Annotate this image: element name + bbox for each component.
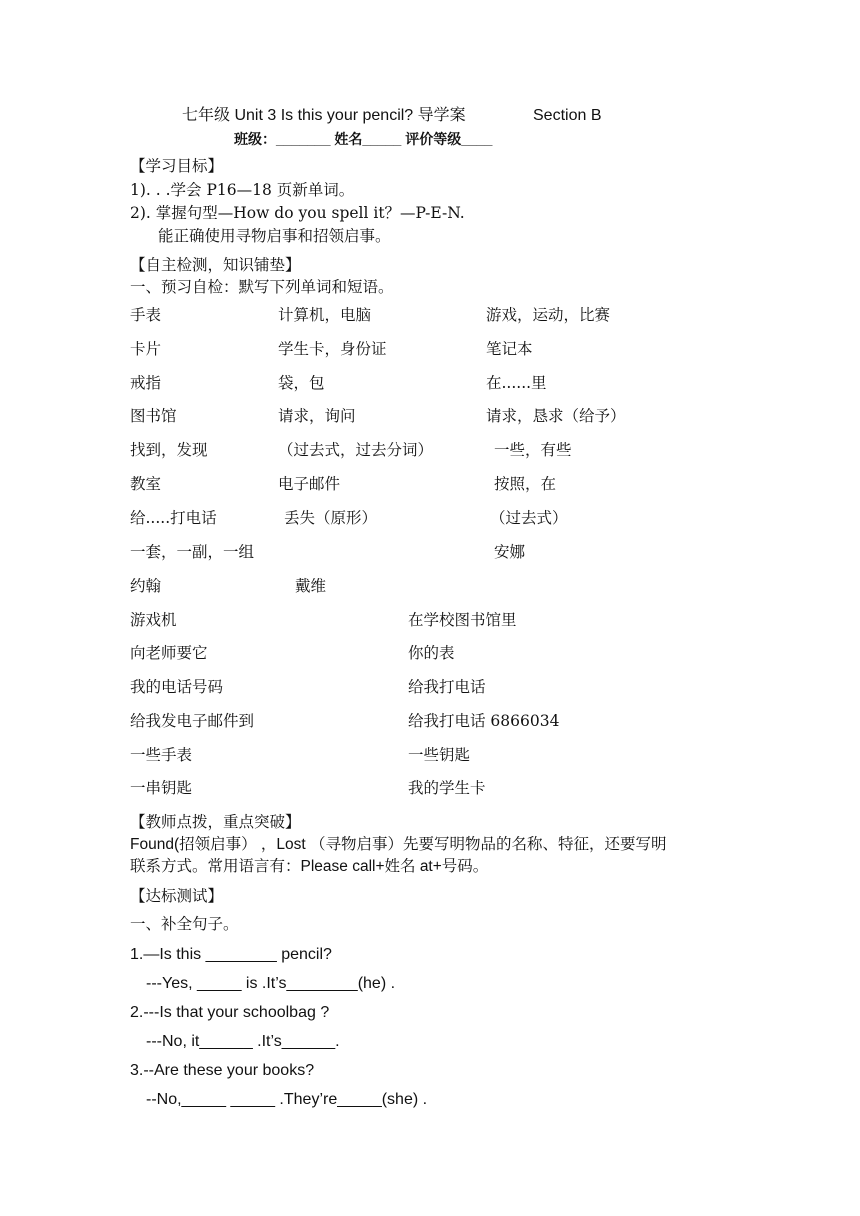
vocab-cell: 约翰 (130, 577, 162, 595)
test-question-1: 1.—Is this ________ pencil? (130, 946, 332, 963)
phrase-cell: 给我打电话 (408, 678, 486, 696)
teacher-note-line-2: 联系方式。常用语言有：Please call+姓名 at+号码。 (130, 858, 489, 875)
objective-item-2: 2). 掌握句型—How do you spell it？—P-E-N. (130, 204, 465, 222)
vocab-cell: 戴维 (295, 577, 327, 595)
vocab-cell: 请求，询问 (278, 407, 356, 425)
doc-section: Section B (533, 107, 602, 124)
test-subheading: 一、补全句子。 (130, 915, 239, 933)
self-check-heading: 【自主检测，知识铺垫】 (130, 256, 301, 274)
vocab-cell: 图书馆 (130, 407, 177, 425)
phrase-cell: 游戏机 (130, 611, 177, 629)
student-info-line: 班级：_______ 姓名_____ 评价等级____ (234, 131, 493, 147)
vocab-cell: 计算机，电脑 (278, 306, 372, 324)
phrase-cell: 向老师要它 (130, 644, 208, 662)
phrase-cell: 一些钥匙 (408, 746, 471, 764)
test-question-3: 3.--Are these your books? (130, 1062, 315, 1079)
objective-item-1: 1). . .学会 P16—18 页新单词。 (130, 181, 355, 199)
vocab-cell: 给.....打电话 (130, 509, 217, 527)
phrase-cell: 我的学生卡 (408, 779, 486, 797)
vocab-cell: 教室 (130, 475, 162, 493)
doc-title: 七年级 Unit 3 Is this your pencil? 导学案 (182, 107, 466, 124)
vocab-cell: 安娜 (494, 543, 526, 561)
test-answer-1: ---Yes, _____ is .It’s________(he) . (146, 975, 396, 992)
phrase-cell: 在学校图书馆里 (408, 611, 517, 629)
vocab-cell: 戒指 (130, 374, 162, 392)
vocab-cell: 找到，发现 (130, 441, 208, 459)
vocab-cell: 学生卡，身份证 (278, 340, 387, 358)
phrase-cell: 你的表 (408, 644, 455, 662)
vocab-cell: 一套，一副，一组 (130, 543, 255, 561)
vocab-cell: 在......里 (486, 374, 547, 392)
test-answer-2: ---No, it______ .It’s______. (146, 1033, 340, 1050)
phrase-cell: 给我发电子邮件到 (130, 712, 255, 730)
vocab-cell: 按照，在 (494, 475, 557, 493)
phrase-cell: 一些手表 (130, 746, 193, 764)
vocab-cell: 手表 (130, 306, 162, 324)
vocab-cell: 笔记本 (486, 340, 533, 358)
objective-item-3: 能正确使用寻物启事和招领启事。 (158, 227, 391, 245)
vocab-cell: （过去式，过去分词） (278, 441, 434, 459)
vocab-cell: 电子邮件 (278, 475, 341, 493)
test-answer-3: --No,_____ _____ .They’re_____(she) . (146, 1091, 428, 1108)
phrase-cell: 我的电话号码 (130, 678, 224, 696)
vocab-cell: 袋，包 (278, 374, 325, 392)
phrase-cell: 一串钥匙 (130, 779, 193, 797)
self-check-subheading: 一、预习自检：默写下列单词和短语。 (130, 278, 394, 296)
vocab-cell: 游戏，运动，比赛 (486, 306, 611, 324)
vocab-cell: 卡片 (130, 340, 162, 358)
phrase-cell: 给我打电话 6866034 (408, 712, 560, 730)
objectives-heading: 【学习目标】 (130, 157, 224, 175)
test-question-2: 2.---Is that your schoolbag ? (130, 1004, 330, 1021)
teacher-note-line-1: Found(招领启事） ，Lost （寻物启事）先要写明物品的名称、特征，还要写明 (130, 836, 667, 853)
vocab-cell: （过去式） (490, 509, 568, 527)
vocab-cell: 丢失（原形） (284, 509, 378, 527)
teacher-heading: 【教师点拨，重点突破】 (130, 813, 301, 831)
vocab-cell: 一些，有些 (494, 441, 572, 459)
vocab-cell: 请求，恳求（给予） (486, 407, 626, 425)
test-heading: 【达标测试】 (130, 887, 224, 905)
